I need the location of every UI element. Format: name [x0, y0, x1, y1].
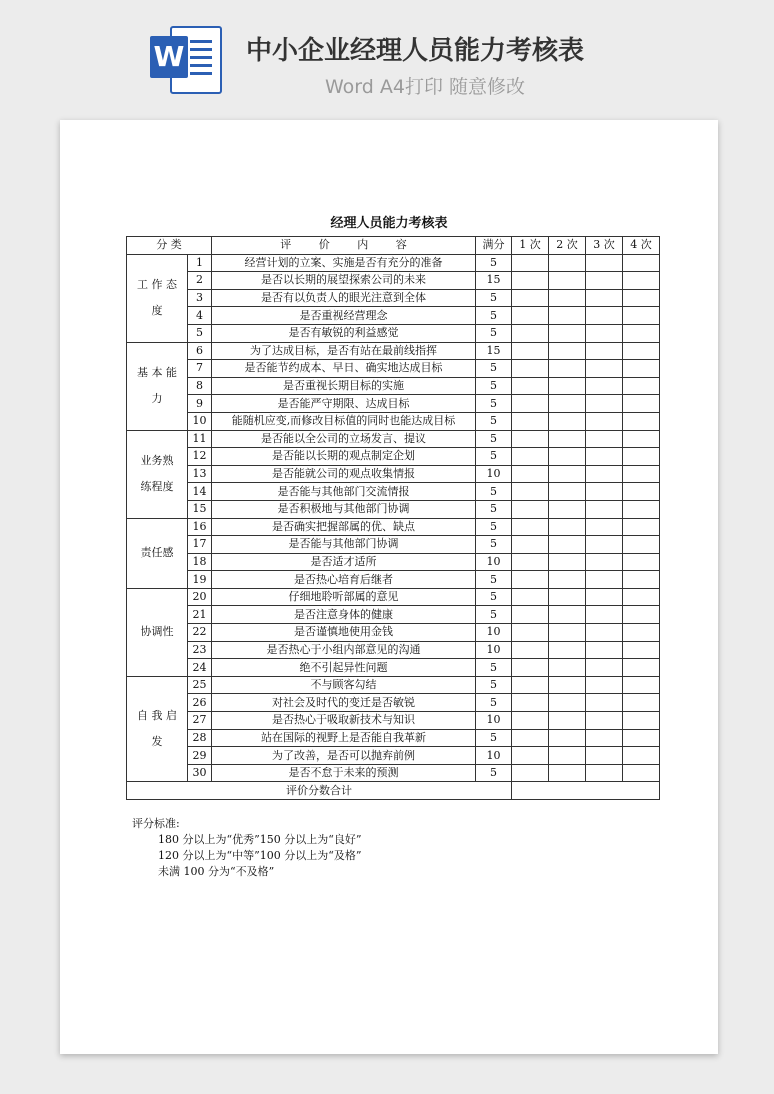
criteria-line: 120 分以上为“中等”100 分以上为“及格” [158, 849, 362, 862]
scoring-criteria [132, 816, 361, 880]
round-1-score-cell[interactable] [512, 659, 549, 677]
item-full-score: 5 [476, 659, 512, 677]
round-3-score-cell[interactable] [586, 676, 623, 694]
round-3-score-cell[interactable] [586, 360, 623, 378]
item-full-score: 10 [476, 553, 512, 571]
item-full-score: 5 [476, 676, 512, 694]
round-2-score-cell[interactable] [549, 624, 586, 642]
category-cell: 责任感 [127, 518, 188, 588]
item-full-score: 5 [476, 254, 512, 272]
round-4-score-cell[interactable] [623, 430, 660, 448]
round-1-score-cell[interactable] [512, 641, 549, 659]
round-3-score-cell[interactable] [586, 606, 623, 624]
round-2-score-cell[interactable] [549, 289, 586, 307]
round-1-score-cell[interactable] [512, 483, 549, 501]
round-4-score-cell[interactable] [623, 289, 660, 307]
round-1-score-cell[interactable] [512, 500, 549, 518]
item-number: 22 [188, 624, 212, 642]
header-round-2: 2 次 [549, 237, 586, 255]
round-2-score-cell[interactable] [549, 483, 586, 501]
table-row [127, 676, 660, 694]
item-number: 3 [188, 289, 212, 307]
item-number: 28 [188, 729, 212, 747]
round-3-score-cell[interactable] [586, 747, 623, 765]
round-1-score-cell[interactable] [512, 712, 549, 730]
round-4-score-cell[interactable] [623, 694, 660, 712]
banner-subtitle: Word A4打印 随意修改 [325, 76, 526, 98]
round-3-score-cell[interactable] [586, 588, 623, 606]
round-3-score-cell[interactable] [586, 500, 623, 518]
round-4-score-cell[interactable] [623, 712, 660, 730]
round-2-score-cell[interactable] [549, 254, 586, 272]
round-4-score-cell[interactable] [623, 641, 660, 659]
round-3-score-cell[interactable] [586, 324, 623, 342]
round-1-score-cell[interactable] [512, 307, 549, 325]
round-1-score-cell[interactable] [512, 377, 549, 395]
item-full-score: 5 [476, 483, 512, 501]
round-4-score-cell[interactable] [623, 747, 660, 765]
table-row [127, 712, 660, 730]
round-2-score-cell[interactable] [549, 659, 586, 677]
round-2-score-cell[interactable] [549, 536, 586, 554]
round-3-score-cell[interactable] [586, 659, 623, 677]
round-2-score-cell[interactable] [549, 764, 586, 782]
round-1-score-cell[interactable] [512, 360, 549, 378]
round-4-score-cell[interactable] [623, 360, 660, 378]
round-3-score-cell[interactable] [586, 342, 623, 360]
table-row [127, 500, 660, 518]
round-2-score-cell[interactable] [549, 272, 586, 290]
item-content: 能随机应变,而修改目标值的同时也能达成目标 [212, 412, 476, 430]
item-number: 7 [188, 360, 212, 378]
round-3-score-cell[interactable] [586, 289, 623, 307]
item-full-score: 15 [476, 342, 512, 360]
item-full-score: 10 [476, 641, 512, 659]
item-content: 是否能严守期限、达成目标 [212, 395, 476, 413]
round-4-score-cell[interactable] [623, 588, 660, 606]
round-2-score-cell[interactable] [549, 360, 586, 378]
round-1-score-cell[interactable] [512, 624, 549, 642]
round-3-score-cell[interactable] [586, 412, 623, 430]
round-2-score-cell[interactable] [549, 448, 586, 466]
round-3-score-cell[interactable] [586, 518, 623, 536]
item-full-score: 5 [476, 307, 512, 325]
item-full-score: 5 [476, 430, 512, 448]
item-full-score: 5 [476, 729, 512, 747]
round-3-score-cell[interactable] [586, 641, 623, 659]
item-number: 6 [188, 342, 212, 360]
criteria-title: 评分标准: [132, 817, 180, 830]
round-2-score-cell[interactable] [549, 395, 586, 413]
item-full-score: 5 [476, 694, 512, 712]
item-content: 是否能节约成本、早日、确实地达成目标 [212, 360, 476, 378]
item-content: 是否热心培育后继者 [212, 571, 476, 589]
round-4-score-cell[interactable] [623, 448, 660, 466]
item-content: 是否重视经营理念 [212, 307, 476, 325]
item-number: 23 [188, 641, 212, 659]
item-content: 是否不怠于未来的预测 [212, 764, 476, 782]
banner [0, 0, 774, 112]
table-header-row [127, 237, 660, 255]
round-1-score-cell[interactable] [512, 553, 549, 571]
round-4-score-cell[interactable] [623, 324, 660, 342]
item-number: 8 [188, 377, 212, 395]
item-number: 10 [188, 412, 212, 430]
table-row [127, 465, 660, 483]
table-row [127, 571, 660, 589]
round-3-score-cell[interactable] [586, 764, 623, 782]
item-number: 17 [188, 536, 212, 554]
table-row [127, 747, 660, 765]
round-1-score-cell[interactable] [512, 694, 549, 712]
item-full-score: 5 [476, 588, 512, 606]
round-2-score-cell[interactable] [549, 641, 586, 659]
item-content: 是否能以长期的观点制定企划 [212, 448, 476, 466]
item-full-score: 5 [476, 395, 512, 413]
item-content: 仔细地聆听部属的意见 [212, 588, 476, 606]
table-row [127, 536, 660, 554]
round-1-score-cell[interactable] [512, 430, 549, 448]
item-full-score: 5 [476, 377, 512, 395]
item-content: 是否有敏锐的利益感觉 [212, 324, 476, 342]
round-4-score-cell[interactable] [623, 571, 660, 589]
round-4-score-cell[interactable] [623, 272, 660, 290]
round-4-score-cell[interactable] [623, 518, 660, 536]
item-content: 不与顾客勾结 [212, 676, 476, 694]
round-2-score-cell[interactable] [549, 571, 586, 589]
round-4-score-cell[interactable] [623, 536, 660, 554]
round-4-score-cell[interactable] [623, 553, 660, 571]
item-content: 是否能与其他部门交流情报 [212, 483, 476, 501]
table-row [127, 659, 660, 677]
round-1-score-cell[interactable] [512, 448, 549, 466]
round-2-score-cell[interactable] [549, 729, 586, 747]
table-row [127, 518, 660, 536]
round-1-score-cell[interactable] [512, 412, 549, 430]
table-row [127, 448, 660, 466]
round-3-score-cell[interactable] [586, 448, 623, 466]
round-4-score-cell[interactable] [623, 500, 660, 518]
round-3-score-cell[interactable] [586, 729, 623, 747]
round-1-score-cell[interactable] [512, 254, 549, 272]
word-logo-letter: W [150, 36, 188, 78]
round-4-score-cell[interactable] [623, 729, 660, 747]
item-number: 2 [188, 272, 212, 290]
table-row [127, 588, 660, 606]
category-cell: 基 本 能 力 [127, 342, 188, 430]
item-content: 是否热心于吸取新技术与知识 [212, 712, 476, 730]
round-4-score-cell[interactable] [623, 307, 660, 325]
table-row [127, 289, 660, 307]
item-full-score: 5 [476, 500, 512, 518]
category-cell: 自 我 启 发 [127, 676, 188, 782]
round-2-score-cell[interactable] [549, 676, 586, 694]
round-2-score-cell[interactable] [549, 500, 586, 518]
round-3-score-cell[interactable] [586, 395, 623, 413]
round-4-score-cell[interactable] [623, 342, 660, 360]
round-1-score-cell[interactable] [512, 676, 549, 694]
item-number: 21 [188, 606, 212, 624]
total-value-cell[interactable] [512, 782, 660, 800]
item-number: 30 [188, 764, 212, 782]
round-3-score-cell[interactable] [586, 483, 623, 501]
round-1-score-cell[interactable] [512, 289, 549, 307]
item-number: 29 [188, 747, 212, 765]
header-content: 评 价 内 容 [212, 237, 476, 255]
item-number: 24 [188, 659, 212, 677]
document-page [60, 120, 718, 1054]
category-cell: 工 作 态 度 [127, 254, 188, 342]
item-number: 5 [188, 324, 212, 342]
item-full-score: 5 [476, 289, 512, 307]
item-content: 是否适才适所 [212, 553, 476, 571]
table-row [127, 483, 660, 501]
item-content: 对社会及时代的变迁是否敏锐 [212, 694, 476, 712]
item-content: 绝不引起异性问题 [212, 659, 476, 677]
item-full-score: 10 [476, 465, 512, 483]
round-4-score-cell[interactable] [623, 676, 660, 694]
round-4-score-cell[interactable] [623, 764, 660, 782]
item-number: 1 [188, 254, 212, 272]
item-number: 20 [188, 588, 212, 606]
table-row [127, 430, 660, 448]
table-row [127, 729, 660, 747]
round-3-score-cell[interactable] [586, 712, 623, 730]
item-content: 是否能就公司的观点收集情报 [212, 465, 476, 483]
item-full-score: 5 [476, 536, 512, 554]
table-row [127, 377, 660, 395]
round-1-score-cell[interactable] [512, 465, 549, 483]
item-number: 14 [188, 483, 212, 501]
round-1-score-cell[interactable] [512, 395, 549, 413]
round-3-score-cell[interactable] [586, 571, 623, 589]
round-3-score-cell[interactable] [586, 624, 623, 642]
item-number: 16 [188, 518, 212, 536]
table-row [127, 412, 660, 430]
round-4-score-cell[interactable] [623, 412, 660, 430]
round-3-score-cell[interactable] [586, 553, 623, 571]
item-content: 经营计划的立案、实施是否有充分的准备 [212, 254, 476, 272]
round-4-score-cell[interactable] [623, 254, 660, 272]
round-3-score-cell[interactable] [586, 254, 623, 272]
table-row [127, 624, 660, 642]
round-2-score-cell[interactable] [549, 712, 586, 730]
round-3-score-cell[interactable] [586, 272, 623, 290]
table-row [127, 641, 660, 659]
document-title: 经理人员能力考核表 [330, 216, 448, 231]
header-round-3: 3 次 [586, 237, 623, 255]
round-2-score-cell[interactable] [549, 430, 586, 448]
item-content: 站在国际的视野上是否能自我革新 [212, 729, 476, 747]
round-2-score-cell[interactable] [549, 588, 586, 606]
round-2-score-cell[interactable] [549, 324, 586, 342]
item-full-score: 10 [476, 712, 512, 730]
item-number: 4 [188, 307, 212, 325]
round-3-score-cell[interactable] [586, 694, 623, 712]
word-document-icon [148, 22, 222, 96]
table-row [127, 694, 660, 712]
round-1-score-cell[interactable] [512, 571, 549, 589]
round-2-score-cell[interactable] [549, 412, 586, 430]
item-content: 为了改善，是否可以抛弃前例 [212, 747, 476, 765]
round-4-score-cell[interactable] [623, 606, 660, 624]
item-full-score: 5 [476, 571, 512, 589]
round-2-score-cell[interactable] [549, 377, 586, 395]
table-row [127, 272, 660, 290]
round-1-score-cell[interactable] [512, 342, 549, 360]
round-1-score-cell[interactable] [512, 588, 549, 606]
header-round-1: 1 次 [512, 237, 549, 255]
item-content: 是否重视长期目标的实施 [212, 377, 476, 395]
item-content: 是否谨慎地使用金钱 [212, 624, 476, 642]
item-full-score: 15 [476, 272, 512, 290]
item-number: 19 [188, 571, 212, 589]
header-full-score: 满分 [476, 237, 512, 255]
item-full-score: 5 [476, 518, 512, 536]
table-row [127, 606, 660, 624]
round-3-score-cell[interactable] [586, 465, 623, 483]
header-category: 分 类 [127, 237, 212, 255]
round-1-score-cell[interactable] [512, 729, 549, 747]
round-1-score-cell[interactable] [512, 272, 549, 290]
round-4-score-cell[interactable] [623, 465, 660, 483]
round-3-score-cell[interactable] [586, 536, 623, 554]
round-2-score-cell[interactable] [549, 747, 586, 765]
table-row [127, 307, 660, 325]
table-row [127, 324, 660, 342]
item-content: 是否积极地与其他部门协调 [212, 500, 476, 518]
round-2-score-cell[interactable] [549, 606, 586, 624]
round-4-score-cell[interactable] [623, 483, 660, 501]
total-label: 评价分数合计 [127, 782, 512, 800]
round-3-score-cell[interactable] [586, 430, 623, 448]
round-1-score-cell[interactable] [512, 747, 549, 765]
round-2-score-cell[interactable] [549, 553, 586, 571]
round-2-score-cell[interactable] [549, 518, 586, 536]
item-number: 12 [188, 448, 212, 466]
item-content: 是否注意身体的健康 [212, 606, 476, 624]
total-row [127, 782, 660, 800]
criteria-line: 未满 100 分为“不及格” [158, 865, 275, 878]
item-number: 9 [188, 395, 212, 413]
criteria-line: 180 分以上为“优秀”150 分以上为“良好” [158, 833, 362, 846]
item-full-score: 5 [476, 448, 512, 466]
item-full-score: 10 [476, 624, 512, 642]
round-4-score-cell[interactable] [623, 659, 660, 677]
item-full-score: 5 [476, 764, 512, 782]
table-row [127, 342, 660, 360]
item-content: 是否有以负责人的眼光注意到全体 [212, 289, 476, 307]
item-content: 为了达成目标，是否有站在最前线指挥 [212, 342, 476, 360]
round-1-score-cell[interactable] [512, 606, 549, 624]
table-row [127, 764, 660, 782]
round-1-score-cell[interactable] [512, 324, 549, 342]
item-content: 是否能与其他部门协调 [212, 536, 476, 554]
category-cell: 业务熟 练程度 [127, 430, 188, 518]
round-4-score-cell[interactable] [623, 377, 660, 395]
item-full-score: 5 [476, 606, 512, 624]
item-number: 25 [188, 676, 212, 694]
item-full-score: 5 [476, 360, 512, 378]
item-number: 15 [188, 500, 212, 518]
item-number: 13 [188, 465, 212, 483]
round-3-score-cell[interactable] [586, 377, 623, 395]
round-2-score-cell[interactable] [549, 465, 586, 483]
item-number: 11 [188, 430, 212, 448]
assessment-table [126, 236, 660, 800]
header-round-4: 4 次 [623, 237, 660, 255]
round-2-score-cell[interactable] [549, 307, 586, 325]
round-4-score-cell[interactable] [623, 395, 660, 413]
round-2-score-cell[interactable] [549, 342, 586, 360]
table-row [127, 360, 660, 378]
item-full-score: 5 [476, 412, 512, 430]
item-full-score: 5 [476, 324, 512, 342]
round-1-score-cell[interactable] [512, 764, 549, 782]
item-full-score: 10 [476, 747, 512, 765]
table-row [127, 553, 660, 571]
round-1-score-cell[interactable] [512, 518, 549, 536]
table-row [127, 395, 660, 413]
round-1-score-cell[interactable] [512, 536, 549, 554]
item-content: 是否以长期的展望探索公司的未来 [212, 272, 476, 290]
item-content: 是否能以全公司的立场发言、提议 [212, 430, 476, 448]
category-cell: 协调性 [127, 588, 188, 676]
item-content: 是否热心于小组内部意见的沟通 [212, 641, 476, 659]
item-number: 26 [188, 694, 212, 712]
round-4-score-cell[interactable] [623, 624, 660, 642]
table-row [127, 254, 660, 272]
item-number: 27 [188, 712, 212, 730]
round-3-score-cell[interactable] [586, 307, 623, 325]
banner-title: 中小企业经理人员能力考核表 [246, 36, 585, 66]
round-2-score-cell[interactable] [549, 694, 586, 712]
item-content: 是否确实把握部属的优、缺点 [212, 518, 476, 536]
item-number: 18 [188, 553, 212, 571]
